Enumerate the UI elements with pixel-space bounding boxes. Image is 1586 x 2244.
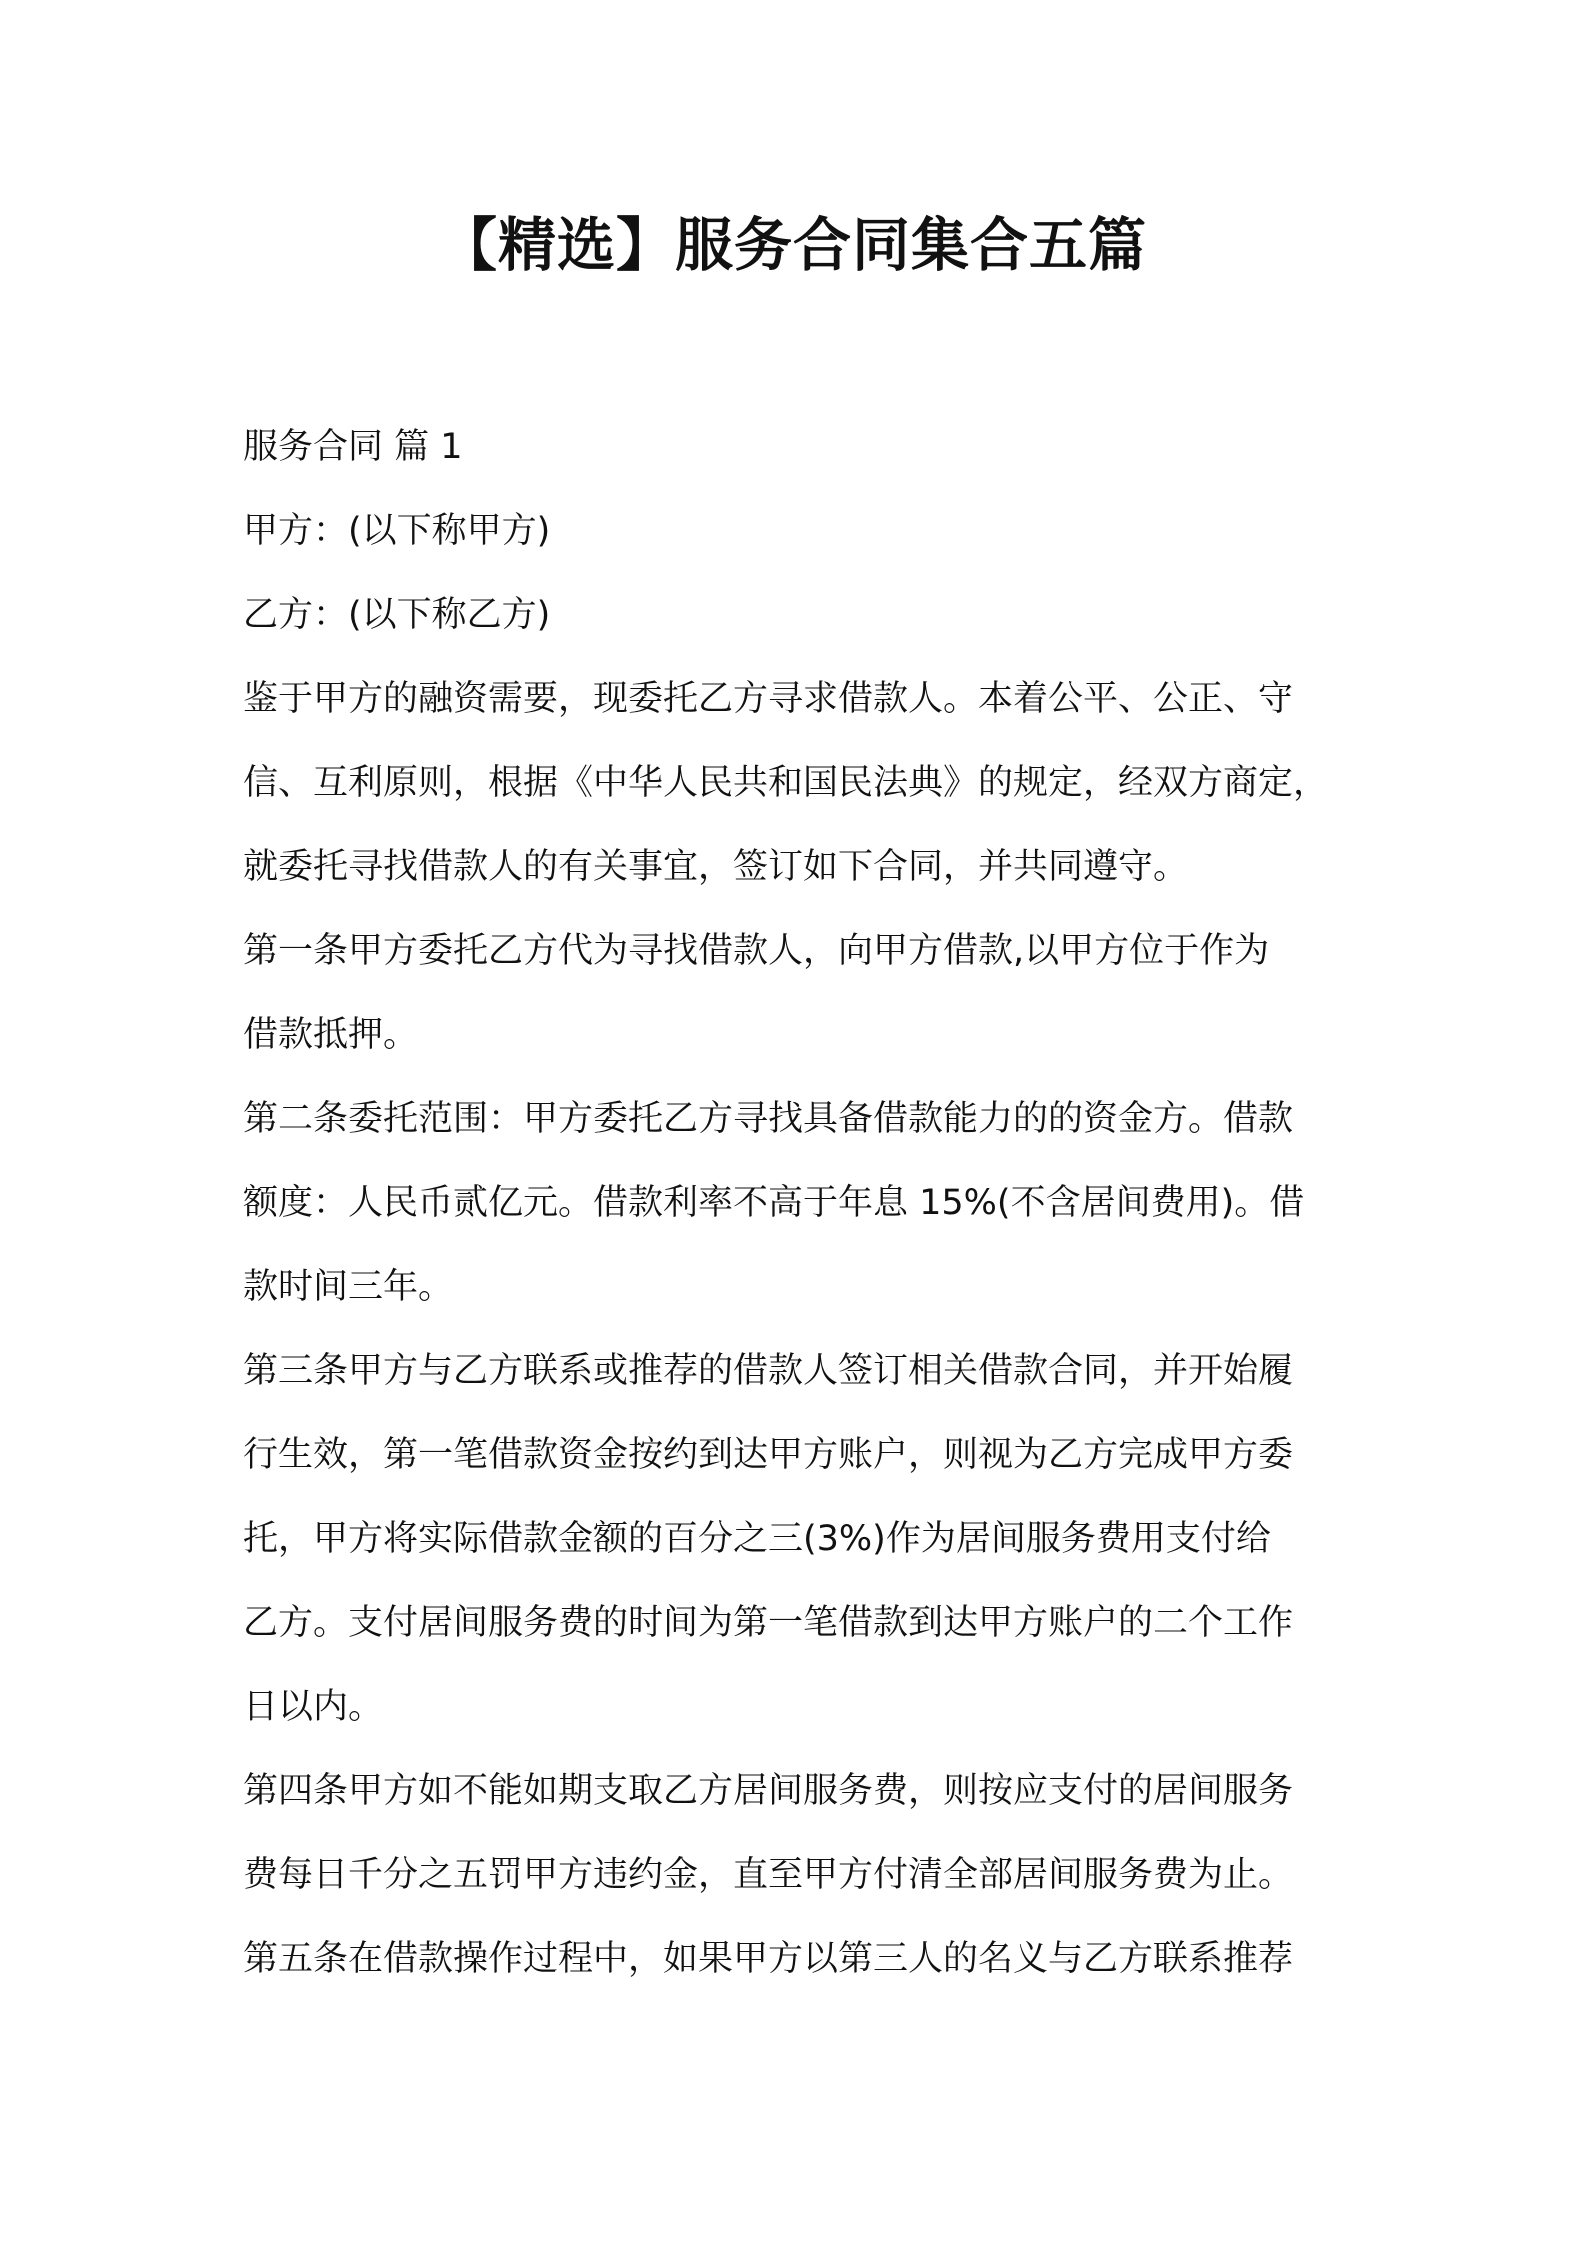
text-line: 第四条甲方如不能如期支取乙方居间服务费，则按应支付的居间服务	[243, 1771, 1294, 1811]
text-line: 第五条在借款操作过程中，如果甲方以第三人的名义与乙方联系推荐	[243, 1939, 1294, 1979]
party-a-line: 甲方：(以下称甲方)	[243, 511, 551, 551]
section-heading: 服务合同 篇 1	[243, 427, 463, 467]
text-line: 借款抵押。	[243, 1015, 419, 1055]
text-line: 就委托寻找借款人的有关事宜，签订如下合同，并共同遵守。	[243, 847, 1189, 887]
text-line: 费每日千分之五罚甲方违约金，直至甲方付清全部居间服务费为止。	[243, 1855, 1294, 1895]
text-line: 乙方。支付居间服务费的时间为第一笔借款到达甲方账户的二个工作	[243, 1603, 1294, 1643]
text-line: 款时间三年。	[243, 1267, 454, 1307]
text-line: 信、互利原则，根据《中华人民共和国民法典》的规定，经双方商定，	[243, 763, 1329, 803]
text-line: 鉴于甲方的融资需要，现委托乙方寻求借款人。本着公平、公正、守	[243, 679, 1294, 719]
text-line: 行生效，第一笔借款资金按约到达甲方账户，则视为乙方完成甲方委	[243, 1435, 1294, 1475]
document-title: 【精选】服务合同集合五篇	[438, 211, 1147, 279]
text-line: 额度：人民币贰亿元。借款利率不高于年息 15%(不含居间费用)。借	[243, 1183, 1305, 1223]
text-line: 日以内。	[243, 1687, 384, 1727]
text-line: 托，甲方将实际借款金额的百分之三(3%)作为居间服务费用支付给	[243, 1519, 1271, 1559]
text-line: 第二条委托范围：甲方委托乙方寻找具备借款能力的的资金方。借款	[243, 1099, 1294, 1139]
party-b-line: 乙方：(以下称乙方)	[243, 595, 551, 635]
text-line: 第三条甲方与乙方联系或推荐的借款人签订相关借款合同，并开始履	[243, 1351, 1294, 1391]
text-line: 第一条甲方委托乙方代为寻找借款人，向甲方借款,以甲方位于作为	[243, 931, 1270, 971]
